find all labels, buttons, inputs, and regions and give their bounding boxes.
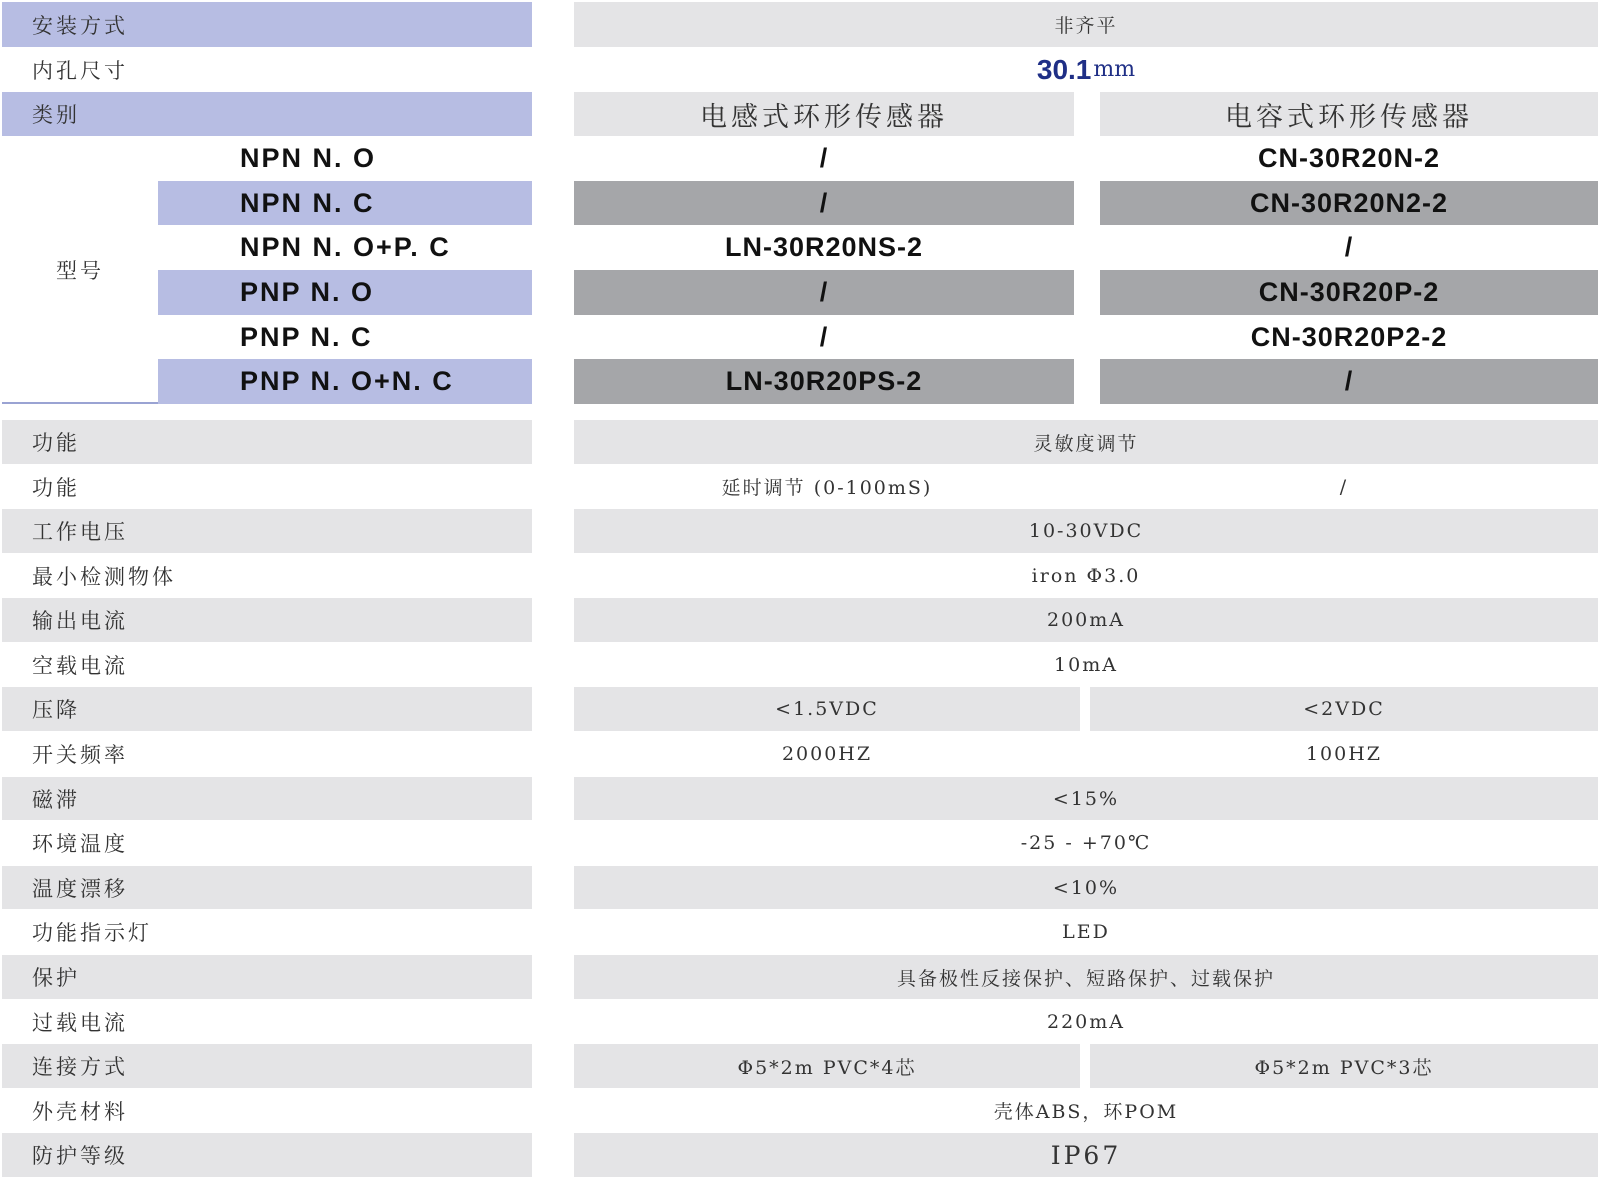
spec-label	[2, 465, 532, 508]
spec-label	[2, 1089, 532, 1132]
model-inductive-text: /	[819, 321, 829, 352]
spec-value	[574, 643, 1598, 686]
spec-value	[574, 598, 1598, 642]
model-output-type	[158, 136, 532, 181]
spec-value	[574, 866, 1598, 909]
model-inductive	[574, 181, 1074, 225]
spec-label-text: 防护等级	[32, 1144, 128, 1168]
model-capacitive	[1100, 359, 1598, 404]
category-inductive: 电感式环形传感器	[574, 92, 1074, 136]
spec-value-inductive	[574, 1044, 1080, 1088]
spec-value-text: 具备极性反接保护、短路保护、过载保护	[896, 967, 1275, 990]
spec-value-capacitive	[1090, 732, 1598, 776]
model-inductive	[574, 270, 1074, 315]
spec-value	[574, 509, 1598, 553]
spec-label-text: 功能	[32, 431, 80, 455]
spec-value-inductive	[574, 687, 1080, 731]
spec-label	[2, 1044, 532, 1088]
spec-label	[2, 821, 532, 865]
spec-label-text: 功能指示灯	[32, 921, 152, 945]
spec-value-text: LED	[1062, 921, 1110, 943]
spec-value	[574, 1133, 1598, 1177]
spec-label-text: 过载电流	[32, 1010, 128, 1035]
spec-value	[574, 777, 1598, 820]
spec-label	[2, 509, 532, 553]
spec-label-text: 压降	[32, 698, 80, 722]
model-capacitive-text: CN-30R20P2-2	[1250, 321, 1448, 352]
spec-value-text: 灵敏度调节	[1033, 432, 1139, 455]
spec-label-text: 连接方式	[32, 1055, 128, 1079]
install-label: 安装方式	[2, 2, 532, 47]
spec-label-text: 温度漂移	[32, 876, 128, 901]
spec-value-text: 220mA	[1046, 1010, 1125, 1033]
bore-label: 内孔尺寸	[32, 58, 128, 83]
spec-label-text: 环境温度	[32, 832, 128, 856]
model-capacitive-text: /	[1344, 232, 1354, 262]
model-capacitive	[1100, 315, 1598, 359]
spec-label	[2, 598, 532, 642]
category-capacitive: 电容式环形传感器	[1100, 92, 1598, 136]
spec-value-text: 壳体ABS，环POM	[993, 1101, 1179, 1123]
model-output-type-text: NPN N. O+P. C	[240, 232, 451, 262]
spec-value	[574, 1089, 1598, 1132]
model-capacitive	[1100, 181, 1598, 225]
model-output-type	[158, 225, 532, 270]
model-output-type-text: NPN N. O	[240, 143, 377, 173]
spec-value	[574, 1000, 1598, 1043]
spec-value-inductive-text: 2000HZ	[781, 743, 873, 765]
spec-value-capacitive-text: /	[1339, 475, 1349, 498]
spec-value-text: <15%	[1052, 787, 1120, 810]
spec-value-capacitive-text: 100HZ	[1305, 743, 1383, 765]
spec-label-text: 空载电流	[32, 653, 128, 678]
spec-value-text: 10-30VDC	[1028, 520, 1144, 542]
spec-value	[574, 554, 1598, 597]
model-capacitive-text: CN-30R20N-2	[1257, 143, 1441, 173]
model-capacitive	[1100, 136, 1598, 181]
spec-value-text: IP67	[1050, 1140, 1122, 1170]
model-inductive-text: LN-30R20PS-2	[725, 366, 923, 396]
model-capacitive-text: /	[1344, 366, 1354, 396]
spec-label-text: 输出电流	[32, 609, 128, 633]
model-inductive-text: LN-30R20NS-2	[724, 232, 924, 262]
model-inductive	[574, 315, 1074, 359]
model-inductive	[574, 225, 1074, 270]
spec-value-capacitive	[1090, 687, 1598, 731]
model-output-type	[158, 181, 532, 225]
spec-value-text: 10mA	[1054, 653, 1118, 676]
spec-label	[2, 866, 532, 909]
spec-label	[2, 643, 532, 686]
model-inductive-text: /	[819, 143, 829, 173]
model-inductive	[574, 359, 1074, 404]
model-label: 型号	[56, 259, 104, 283]
spec-label	[2, 554, 532, 597]
model-underline	[2, 402, 172, 404]
spec-value-inductive-text: Φ5*2m PVC*4芯	[737, 1056, 917, 1079]
spec-label-text: 开关频率	[32, 743, 128, 767]
spec-label	[2, 420, 532, 464]
model-capacitive	[1100, 270, 1598, 315]
spec-label-text: 保护	[32, 966, 80, 990]
spec-label-text: 最小检测物体	[32, 564, 176, 589]
spec-label	[2, 955, 532, 999]
model-output-type	[158, 315, 532, 359]
model-output-type-text: NPN N. C	[240, 187, 375, 218]
spec-label-text: 磁滞	[32, 787, 80, 812]
model-output-type-text: PNP N. C	[240, 321, 373, 352]
spec-label	[2, 910, 532, 954]
spec-value-capacitive	[1090, 1044, 1598, 1088]
spec-value-text: 200mA	[1046, 609, 1125, 631]
model-capacitive	[1100, 225, 1598, 270]
bore-unit: mm	[1093, 57, 1136, 82]
spec-value	[574, 955, 1598, 999]
spec-value-inductive-text: <1.5VDC	[775, 698, 879, 720]
spec-value	[574, 910, 1598, 954]
spec-label-text: 工作电压	[32, 520, 128, 544]
spec-label-text: 功能	[32, 475, 80, 500]
spec-value-capacitive-text: Φ5*2m PVC*3芯	[1254, 1056, 1434, 1079]
model-output-type	[158, 270, 532, 315]
model-output-type	[158, 359, 532, 404]
model-capacitive-text: CN-30R20P-2	[1258, 277, 1440, 307]
spec-label	[2, 687, 532, 731]
model-capacitive-text: CN-30R20N2-2	[1249, 187, 1449, 218]
category-label: 类别	[2, 92, 532, 136]
spec-label	[2, 732, 532, 776]
model-inductive	[574, 136, 1074, 181]
spec-label-text: 外壳材料	[32, 1099, 128, 1124]
spec-value-capacitive-text: <2VDC	[1303, 698, 1385, 720]
bore-value	[574, 47, 1598, 92]
spec-value	[574, 420, 1598, 464]
bore-number: 30.1	[1036, 53, 1092, 85]
spec-label	[2, 1000, 532, 1043]
model-output-type-text: PNP N. O	[240, 277, 375, 307]
spec-value-text: iron Φ3.0	[1031, 564, 1141, 587]
spec-label	[2, 777, 532, 820]
model-inductive-text: /	[819, 277, 829, 307]
spec-label	[2, 1133, 532, 1177]
spec-value-inductive	[574, 465, 1080, 508]
model-inductive-text: /	[819, 187, 829, 218]
spec-value-text: <10%	[1052, 876, 1120, 899]
spec-value-inductive	[574, 732, 1080, 776]
spec-value-inductive-text: 延时调节 (0-100mS)	[721, 477, 933, 499]
model-output-type-text: PNP N. O+N. C	[240, 366, 454, 396]
spec-value	[574, 821, 1598, 865]
spec-value-capacitive	[1090, 465, 1598, 508]
install-value: 非齐平	[574, 2, 1598, 47]
spec-value-text: -25 - +70℃	[1020, 832, 1152, 854]
